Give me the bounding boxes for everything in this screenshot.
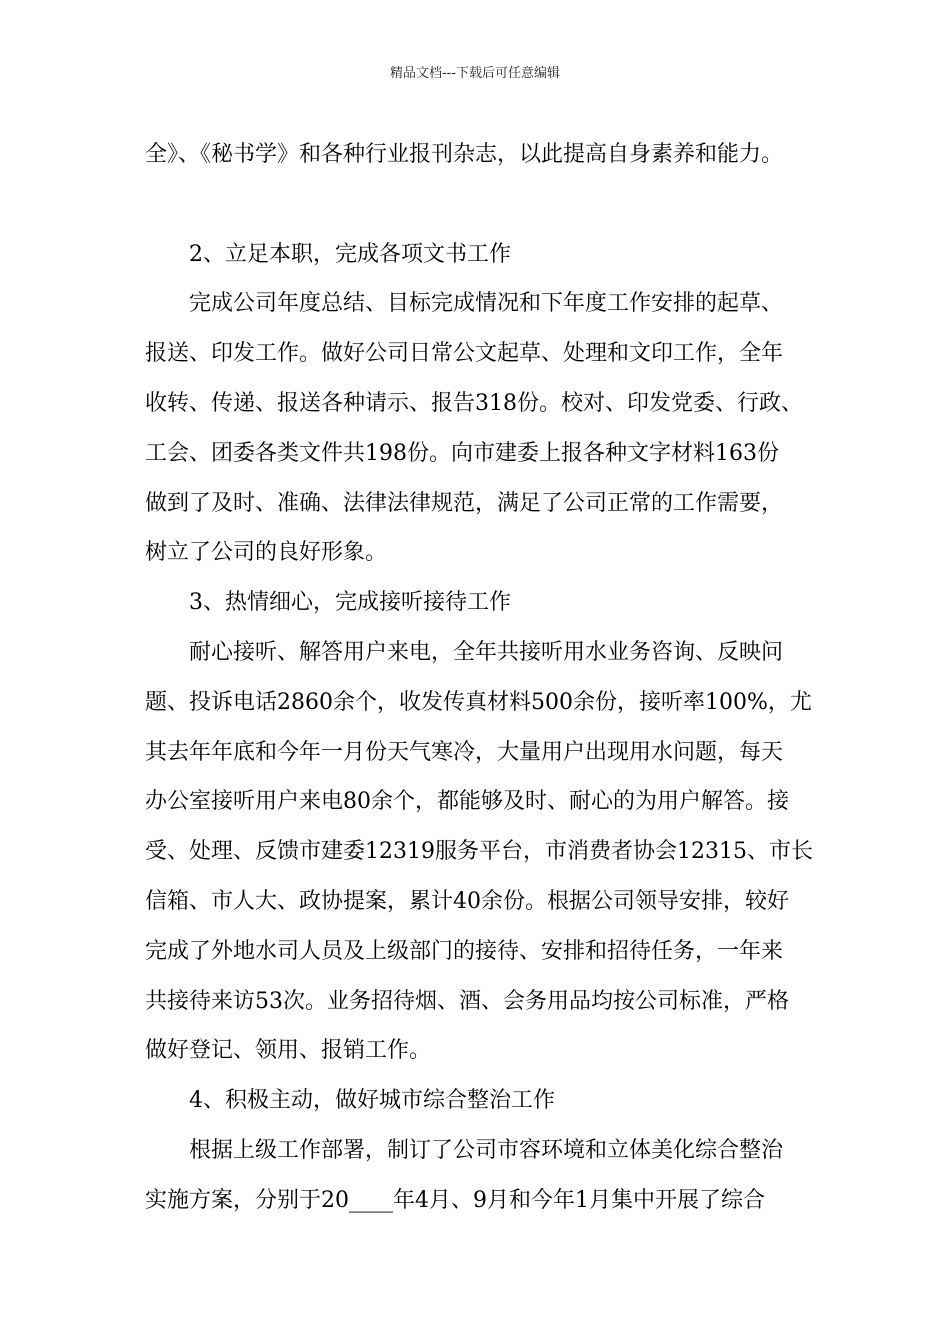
paragraph-line: 做好登记、领用、报销工作。 [145, 1038, 432, 1064]
document-body [145, 130, 820, 1226]
paragraph-line: 耐心接听、解答用户来电，全年共接听用水业务咨询、反映问 [189, 639, 784, 665]
paragraph-line: 实施方案，分别于20____年4月、9月和今年1月集中开展了综合 [145, 1187, 765, 1213]
paragraph-line: 共接待来访53次。业务招待烟、酒、会务用品均按公司标准，严格 [145, 988, 789, 1014]
paragraph-line: 完成公司年度总结、目标完成情况和下年度工作安排的起草、 [189, 291, 784, 317]
paragraph-line: 办公室接听用户来电80余个，都能够及时、耐心的为用户解答。接 [145, 789, 789, 815]
paragraph-line: 根据上级工作部署，制订了公司市容环境和立体美化综合整治 [189, 1137, 784, 1163]
paragraph-line: 报送、印发工作。做好公司日常公文起草、处理和文印工作，全年 [145, 341, 784, 367]
paragraph-line: 收转、传递、报送各种请示、报告318份。校对、印发党委、行政、 [145, 390, 803, 416]
paragraph-gap [145, 180, 820, 230]
paragraph-line: 做到了及时、准确、法律法律规范，满足了公司正常的工作需要， [145, 490, 784, 516]
page-header: 精品文档---下载后可任意编辑 [389, 66, 561, 81]
section-heading: 2、立足本职，完成各项文书工作 [189, 241, 511, 267]
section-heading: 4、积极主动，做好城市综合整治工作 [189, 1088, 555, 1114]
paragraph-line: 其去年年底和今年一月份天气寒冷，大量用户出现用水问题，每天 [145, 739, 784, 765]
paragraph-line: 全》、《秘书学》和各种行业报刊杂志，以此提高自身素养和能力。 [145, 142, 784, 167]
section-heading: 3、热情细心，完成接听接待工作 [189, 590, 511, 616]
paragraph-line: 题、投诉电话2860余个，收发传真材料500余份，接听率100%，尤 [145, 689, 812, 715]
paragraph-line: 信箱、市人大、政协提案，累计40余份。根据公司领导安排，较好 [145, 888, 789, 914]
paragraph-line: 受、处理、反馈市建委12319服务平台，市消费者协会12315、市长 [145, 839, 813, 865]
paragraph-line: 树立了公司的良好形象。 [145, 540, 388, 566]
paragraph-line: 工会、团委各类文件共198份。向市建委上报各种文字材料163份 [145, 440, 779, 466]
paragraph-line: 完成了外地水司人员及上级部门的接待、安排和招待任务，一年来 [145, 938, 784, 964]
